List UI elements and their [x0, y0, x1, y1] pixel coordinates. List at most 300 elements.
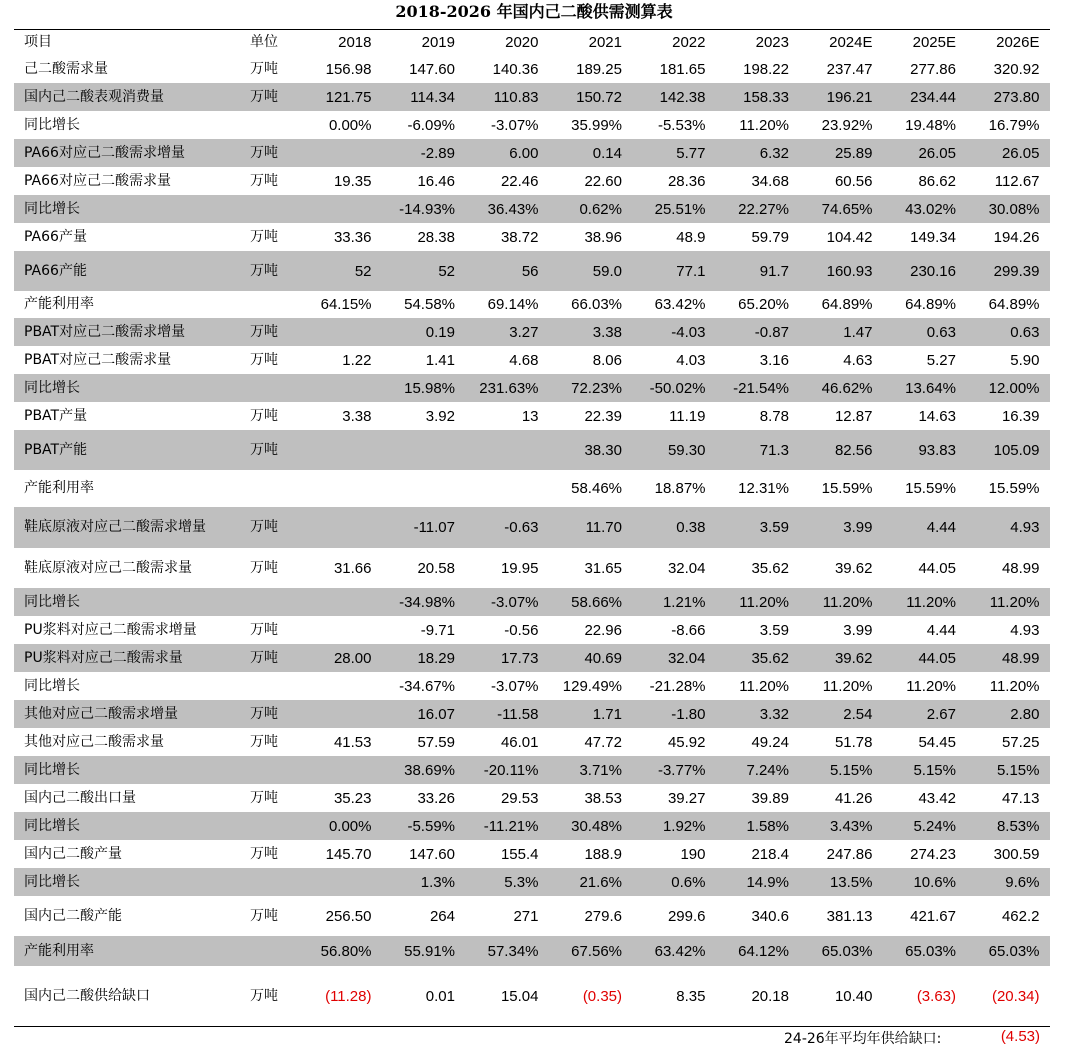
value-cell: 55.91%	[404, 942, 455, 960]
value-cell: -2.89	[420, 144, 455, 162]
row-label: PA66产量	[24, 228, 87, 245]
row-unit: 万吨	[250, 789, 278, 806]
row-label: 鞋底原液对应己二酸需求量	[24, 559, 192, 576]
value-cell: 77.1	[676, 262, 706, 280]
value-cell: 19.48%	[905, 116, 956, 134]
value-cell: 0.62%	[579, 200, 622, 218]
value-cell: 4.44	[926, 519, 956, 536]
value-cell: 18.87%	[654, 480, 706, 497]
value-cell: 11.20%	[989, 593, 1040, 611]
value-cell: 299.39	[993, 262, 1040, 280]
value-cell: 64.12%	[738, 942, 789, 960]
value-cell: 0.63	[926, 323, 956, 341]
value-cell: 299.6	[667, 907, 706, 925]
row-label: 产能利用率	[24, 296, 94, 312]
value-cell: 58.66%	[571, 593, 622, 611]
value-cell: 2.54	[843, 705, 873, 723]
value-cell: 300.59	[993, 845, 1040, 863]
value-cell: 30.48%	[571, 817, 622, 835]
value-cell: 1.47	[843, 323, 873, 341]
value-cell: 5.90	[1010, 351, 1040, 369]
row-label: PBAT产量	[24, 407, 88, 424]
row-label: 其他对应己二酸需求量	[24, 733, 164, 750]
value-cell: 3.99	[843, 519, 873, 536]
value-cell: 16.79%	[988, 116, 1040, 134]
row-unit: 万吨	[250, 262, 278, 279]
row-label: PA66对应己二酸需求增量	[24, 144, 185, 161]
value-cell: 1.41	[425, 351, 455, 369]
value-cell: 65.03%	[905, 942, 956, 960]
value-cell: 65.03%	[821, 942, 873, 960]
value-cell: 43.02%	[905, 200, 956, 218]
value-cell: 74.65%	[821, 200, 873, 218]
value-cell: 12.00%	[988, 379, 1040, 397]
value-cell: 41.26	[834, 789, 873, 807]
value-cell: 60.56	[834, 172, 873, 190]
value-cell: 11.20%	[739, 116, 789, 134]
value-cell: 25.51%	[654, 200, 706, 218]
header-year: 2024E	[829, 34, 873, 51]
value-cell: 4.63	[843, 351, 873, 369]
value-cell: 3.59	[759, 621, 789, 639]
table-row	[14, 139, 1050, 167]
value-cell: 71.3	[759, 441, 789, 459]
value-cell: 1.58%	[746, 817, 789, 835]
value-cell: 18.29	[417, 649, 455, 667]
value-cell: -21.28%	[649, 677, 706, 695]
value-cell: 63.42%	[654, 942, 706, 960]
value-cell: 421.67	[910, 907, 956, 925]
value-cell: 3.32	[759, 705, 789, 723]
value-cell: 320.92	[993, 60, 1040, 78]
table-row	[14, 430, 1050, 470]
value-cell: 49.24	[751, 733, 789, 751]
row-label: PBAT对应己二酸需求增量	[24, 323, 186, 340]
value-cell: 38.72	[500, 228, 539, 246]
table-header-row	[14, 30, 1050, 55]
value-cell: 8.35	[676, 987, 706, 1005]
row-unit: 万吨	[250, 323, 278, 340]
header-unit: 单位	[250, 34, 278, 50]
value-cell: -50.02%	[649, 379, 706, 397]
row-label: 国内己二酸供给缺口	[24, 987, 150, 1004]
table-row	[14, 812, 1050, 840]
row-unit: 万吨	[250, 228, 278, 245]
value-cell: 43.42	[918, 789, 956, 807]
value-cell: (20.34)	[991, 987, 1040, 1005]
average-gap-value: (4.53)	[1000, 1028, 1040, 1045]
value-cell: 271	[513, 907, 539, 925]
value-cell: 196.21	[826, 88, 873, 106]
value-cell: 4.93	[1010, 519, 1040, 536]
table-row	[14, 728, 1050, 756]
value-cell: 3.43%	[829, 817, 873, 835]
value-cell: 1.22	[342, 351, 372, 369]
value-cell: 64.89%	[821, 296, 873, 313]
value-cell: 20.18	[751, 987, 789, 1005]
value-cell: 25.89	[834, 144, 873, 162]
table-row	[14, 507, 1050, 548]
value-cell: -3.07%	[490, 116, 539, 134]
value-cell: -21.54%	[733, 379, 789, 397]
value-cell: 38.30	[584, 441, 622, 459]
table-row	[14, 55, 1050, 83]
value-cell: 3.38	[592, 323, 622, 341]
value-cell: 86.62	[918, 172, 956, 190]
value-cell: 39.62	[834, 559, 873, 577]
value-cell: 28.36	[667, 172, 706, 190]
value-cell: 10.6%	[913, 873, 956, 891]
value-cell: -34.98%	[399, 593, 455, 611]
value-cell: 6.00	[509, 144, 539, 162]
value-cell: 14.9%	[746, 873, 789, 891]
value-cell: 22.60	[584, 172, 622, 190]
value-cell: -8.66	[671, 621, 706, 639]
row-label: 产能利用率	[24, 480, 94, 496]
value-cell: 57.59	[417, 733, 455, 751]
table-row	[14, 588, 1050, 616]
value-cell: 52	[354, 262, 372, 280]
value-cell: (0.35)	[582, 987, 622, 1005]
value-cell: 46.01	[500, 733, 539, 751]
value-cell: 11.20%	[906, 593, 956, 611]
value-cell: 8.06	[592, 351, 622, 369]
average-gap-label: 24-26年平均年供给缺口:	[784, 1031, 942, 1047]
value-cell: 0.38	[676, 519, 706, 536]
value-cell: 64.15%	[320, 296, 372, 313]
value-cell: 58.46%	[571, 480, 622, 497]
row-label: 同比增长	[24, 761, 80, 778]
value-cell: 22.39	[584, 407, 622, 425]
value-cell: 59.79	[751, 228, 789, 246]
table-row	[14, 784, 1050, 812]
row-label: 国内己二酸表观消费量	[24, 88, 164, 105]
row-label: 同比增长	[24, 200, 80, 217]
value-cell: 28.38	[417, 228, 455, 246]
value-cell: 5.15%	[829, 761, 873, 779]
header-year: 2018	[338, 34, 372, 51]
value-cell: 30.08%	[988, 200, 1040, 218]
value-cell: 36.43%	[487, 200, 539, 218]
value-cell: 38.96	[584, 228, 622, 246]
value-cell: 218.4	[751, 845, 789, 863]
value-cell: 1.21%	[662, 593, 706, 611]
value-cell: -0.56	[504, 621, 539, 639]
value-cell: 67.56%	[571, 942, 622, 960]
value-cell: 48.99	[1001, 649, 1040, 667]
header-year: 2019	[421, 34, 455, 51]
value-cell: 31.65	[584, 559, 622, 577]
row-label: 己二酸需求量	[24, 60, 108, 77]
value-cell: 16.07	[417, 705, 455, 723]
header-year: 2020	[505, 34, 539, 51]
row-label: PU浆料对应己二酸需求增量	[24, 621, 197, 638]
value-cell: 46.62%	[821, 379, 873, 397]
table-row	[14, 470, 1050, 507]
value-cell: 8.53%	[996, 817, 1040, 835]
value-cell: 11.70	[585, 519, 622, 536]
value-cell: 16.39	[1001, 407, 1040, 425]
header-item: 项目	[24, 34, 52, 50]
row-unit: 万吨	[250, 987, 278, 1004]
value-cell: 13.64%	[905, 379, 956, 397]
value-cell: -4.03	[671, 323, 706, 341]
value-cell: 15.98%	[404, 379, 455, 397]
value-cell: (3.63)	[916, 987, 956, 1005]
value-cell: 44.05	[918, 649, 956, 667]
value-cell: 277.86	[910, 60, 956, 78]
value-cell: 149.34	[910, 228, 956, 246]
table-row	[14, 840, 1050, 868]
value-cell: 39.89	[751, 789, 789, 807]
value-cell: 54.45	[918, 733, 956, 751]
value-cell: 273.80	[993, 88, 1040, 106]
value-cell: 51.78	[834, 733, 873, 751]
value-cell: 5.77	[676, 144, 706, 162]
row-label: PBAT产能	[24, 441, 88, 458]
table-row	[14, 223, 1050, 251]
table-row	[14, 318, 1050, 346]
table-row	[14, 644, 1050, 672]
value-cell: 145.70	[325, 845, 372, 863]
value-cell: -0.63	[504, 519, 539, 536]
table-row	[14, 251, 1050, 291]
row-label: PA66产能	[24, 262, 87, 279]
row-unit: 万吨	[250, 351, 278, 368]
value-cell: 22.96	[584, 621, 622, 639]
value-cell: 3.16	[759, 351, 789, 369]
value-cell: 40.69	[584, 649, 622, 667]
value-cell: 47.13	[1001, 789, 1040, 807]
value-cell: 3.27	[509, 323, 539, 341]
row-unit: 万吨	[250, 88, 278, 105]
value-cell: 256.50	[325, 907, 372, 925]
value-cell: 54.58%	[404, 296, 455, 313]
value-cell: 0.00%	[328, 116, 372, 134]
value-cell: (11.28)	[325, 987, 372, 1005]
value-cell: 10.40	[834, 987, 873, 1005]
value-cell: -1.80	[671, 705, 706, 723]
value-cell: 14.63	[918, 407, 956, 425]
row-unit: 万吨	[250, 172, 278, 189]
row-unit: 万吨	[250, 621, 278, 638]
row-unit: 万吨	[250, 907, 278, 924]
row-unit: 万吨	[250, 519, 278, 535]
value-cell: 156.98	[325, 60, 372, 78]
value-cell: 5.15%	[996, 761, 1040, 779]
value-cell: 237.47	[826, 60, 873, 78]
value-cell: 48.9	[676, 228, 706, 246]
value-cell: 7.24%	[746, 761, 789, 779]
value-cell: 35.99%	[571, 116, 622, 134]
row-unit: 万吨	[250, 649, 278, 666]
value-cell: 1.3%	[420, 873, 455, 891]
table-row	[14, 291, 1050, 318]
row-unit: 万吨	[250, 705, 278, 722]
value-cell: 82.56	[834, 441, 873, 459]
value-cell: 11.20%	[822, 593, 873, 611]
row-unit: 万吨	[250, 144, 278, 161]
supply-demand-table	[14, 29, 1050, 1027]
value-cell: 194.26	[993, 228, 1040, 246]
value-cell: 15.59%	[821, 480, 873, 497]
value-cell: 44.05	[918, 559, 956, 577]
value-cell: 190	[680, 845, 706, 863]
table-row	[14, 111, 1050, 139]
value-cell: 3.71%	[579, 761, 622, 779]
value-cell: 31.66	[333, 559, 372, 577]
row-unit: 万吨	[250, 407, 278, 424]
row-label: 国内己二酸产能	[24, 907, 122, 924]
row-unit: 万吨	[250, 441, 278, 458]
value-cell: 26.05	[918, 144, 956, 162]
value-cell: 9.6%	[1005, 873, 1040, 891]
value-cell: 66.03%	[571, 296, 622, 313]
value-cell: 8.78	[759, 407, 789, 425]
value-cell: 22.46	[500, 172, 539, 190]
value-cell: 155.4	[500, 845, 539, 863]
value-cell: 64.89%	[905, 296, 956, 313]
value-cell: 35.23	[333, 789, 372, 807]
value-cell: 1.92%	[662, 817, 706, 835]
value-cell: 26.05	[1001, 144, 1040, 162]
value-cell: 112.67	[994, 172, 1040, 190]
value-cell: 11.20%	[739, 677, 789, 695]
value-cell: 2.80	[1010, 705, 1040, 723]
value-cell: 11.20%	[989, 677, 1040, 695]
value-cell: 16.46	[417, 172, 455, 190]
value-cell: 340.6	[751, 907, 789, 925]
value-cell: 147.60	[409, 845, 455, 863]
value-cell: 114.34	[410, 88, 455, 106]
value-cell: 32.04	[667, 559, 706, 577]
value-cell: -5.59%	[407, 817, 455, 835]
value-cell: 29.53	[500, 789, 539, 807]
value-cell: 28.00	[333, 649, 372, 667]
value-cell: -11.58	[497, 705, 539, 723]
value-cell: 142.38	[659, 88, 706, 106]
row-unit: 万吨	[250, 60, 278, 77]
value-cell: 4.44	[926, 621, 956, 639]
value-cell: 110.83	[493, 88, 539, 106]
value-cell: 104.42	[826, 228, 873, 246]
row-unit: 万吨	[250, 733, 278, 750]
value-cell: 274.23	[910, 845, 956, 863]
table-row	[14, 868, 1050, 896]
value-cell: 93.83	[918, 441, 956, 459]
value-cell: 35.62	[751, 649, 789, 667]
header-year: 2021	[588, 34, 622, 51]
value-cell: -3.77%	[657, 761, 706, 779]
value-cell: -14.93%	[399, 200, 455, 218]
value-cell: -11.21%	[483, 817, 539, 835]
table-row	[14, 402, 1050, 430]
value-cell: 22.27%	[738, 200, 789, 218]
value-cell: 15.04	[500, 987, 539, 1005]
value-cell: 39.62	[834, 649, 873, 667]
value-cell: 56.80%	[320, 942, 372, 960]
value-cell: -5.53%	[657, 116, 706, 134]
header-year: 2026E	[996, 34, 1040, 51]
value-cell: 59.30	[667, 441, 706, 459]
value-cell: 4.68	[509, 351, 539, 369]
value-cell: -0.87	[754, 323, 789, 341]
value-cell: 5.15%	[913, 761, 956, 779]
row-label: 同比增长	[24, 379, 80, 396]
value-cell: -20.11%	[483, 761, 539, 779]
value-cell: 0.63	[1010, 323, 1040, 341]
row-label: 同比增长	[24, 593, 80, 610]
value-cell: 21.6%	[579, 873, 622, 891]
value-cell: 158.33	[743, 88, 789, 106]
row-unit: 万吨	[250, 845, 278, 862]
row-label: 其他对应己二酸需求增量	[24, 705, 178, 722]
average-gap-row	[14, 1026, 1050, 1046]
value-cell: 11.19	[669, 407, 706, 425]
value-cell: 34.68	[751, 172, 789, 190]
row-label: 国内己二酸产量	[24, 845, 122, 862]
table-row	[14, 374, 1050, 402]
table-row	[14, 672, 1050, 700]
value-cell: 15.59%	[905, 480, 956, 497]
value-cell: -34.67%	[399, 677, 455, 695]
row-label: 同比增长	[24, 677, 80, 694]
table-row	[14, 896, 1050, 936]
value-cell: 3.92	[425, 407, 455, 425]
row-label: PBAT对应己二酸需求量	[24, 351, 172, 368]
value-cell: 3.38	[342, 407, 372, 425]
value-cell: 0.14	[592, 144, 622, 162]
value-cell: -3.07%	[490, 593, 539, 611]
table-row	[14, 167, 1050, 195]
value-cell: 0.00%	[328, 817, 372, 835]
value-cell: 12.87	[834, 407, 873, 425]
value-cell: 3.99	[843, 621, 873, 639]
table-row	[14, 83, 1050, 111]
value-cell: 105.09	[993, 441, 1040, 459]
value-cell: 72.23%	[571, 379, 622, 397]
row-label: 鞋底原液对应己二酸需求增量	[24, 519, 206, 535]
value-cell: 0.01	[425, 987, 455, 1005]
value-cell: 1.71	[592, 705, 622, 723]
value-cell: 59.0	[592, 262, 622, 280]
row-label: PA66对应己二酸需求量	[24, 172, 171, 189]
value-cell: -6.09%	[407, 116, 455, 134]
value-cell: 279.6	[584, 907, 622, 925]
value-cell: 69.14%	[487, 296, 539, 313]
value-cell: 5.24%	[913, 817, 956, 835]
value-cell: 19.95	[500, 559, 539, 577]
value-cell: 38.69%	[404, 761, 455, 779]
value-cell: 15.59%	[988, 480, 1040, 497]
value-cell: 189.25	[576, 60, 622, 78]
value-cell: 0.6%	[671, 873, 706, 891]
value-cell: 23.92%	[821, 116, 873, 134]
table-row	[14, 195, 1050, 223]
value-cell: 91.7	[759, 262, 789, 280]
value-cell: 33.26	[417, 789, 455, 807]
row-label: 同比增长	[24, 873, 80, 890]
table-row	[14, 616, 1050, 644]
value-cell: 20.58	[417, 559, 455, 577]
value-cell: 57.25	[1001, 733, 1040, 751]
row-label: 国内己二酸出口量	[24, 789, 136, 806]
value-cell: 264	[429, 907, 455, 925]
value-cell: 65.03%	[988, 942, 1040, 960]
value-cell: 35.62	[751, 559, 789, 577]
value-cell: 38.53	[584, 789, 622, 807]
value-cell: 63.42%	[654, 296, 706, 313]
